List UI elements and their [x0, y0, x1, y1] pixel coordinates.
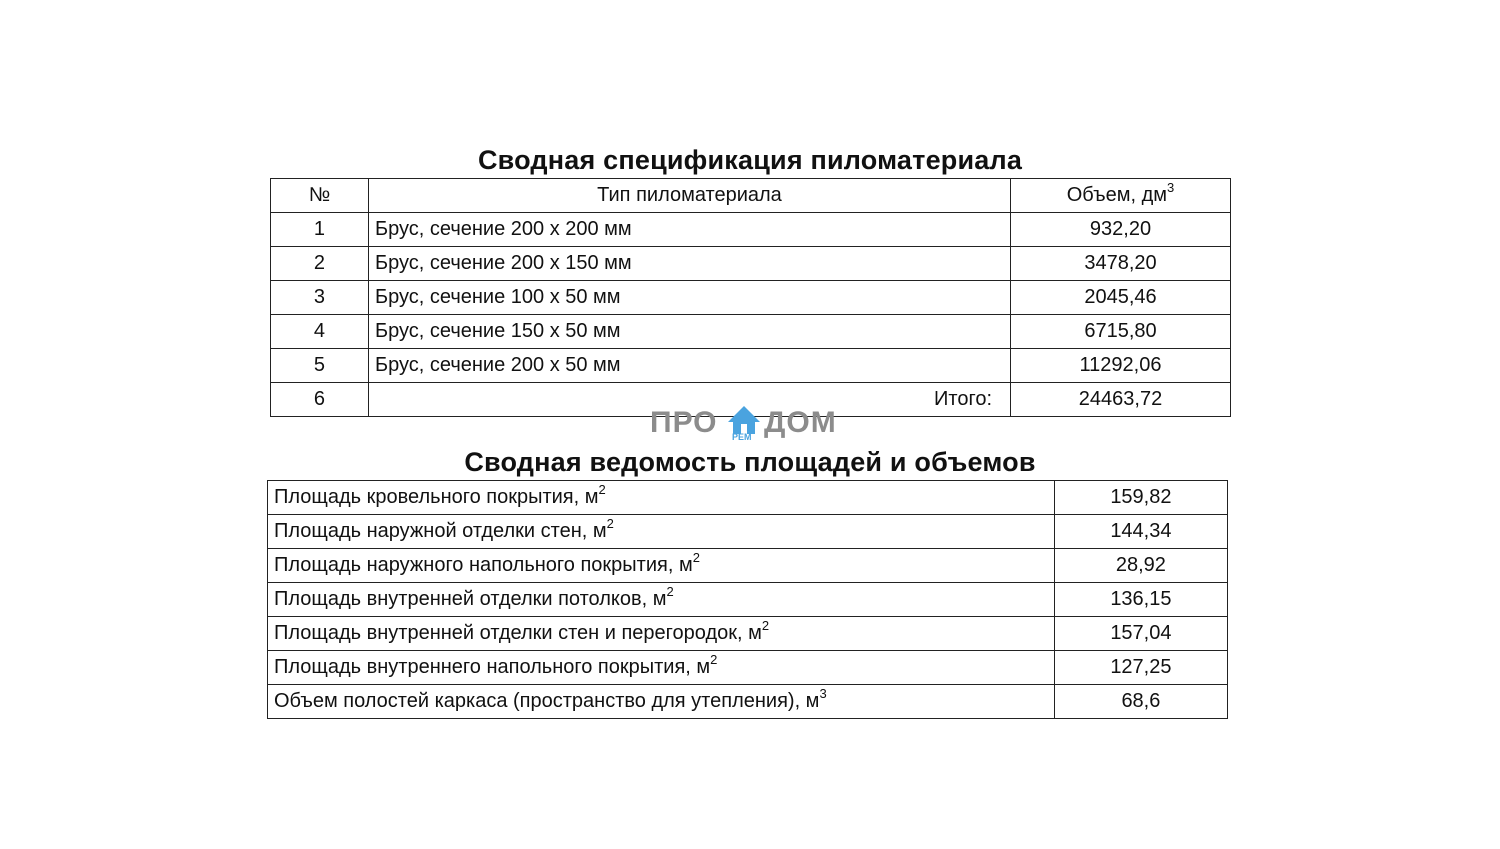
lumber-spec-table [270, 178, 1231, 417]
row-num: 3 [271, 281, 369, 315]
table-row [268, 583, 1228, 617]
table-row [271, 247, 1231, 281]
row-value: 68,6 [1054, 685, 1227, 719]
table-row [268, 685, 1228, 719]
row-label: Площадь кровельного покрытия, $м^2$ [268, 481, 1055, 515]
total-num: 6 [271, 383, 369, 417]
row-volume: 932,20 [1011, 213, 1231, 247]
header-volume: Объем, $дм^3$ [1011, 179, 1231, 213]
row-type: Брус, сечение 200 х 150 мм [368, 247, 1010, 281]
table-row [271, 281, 1231, 315]
row-label: Объем полостей каркаса (пространство для утепления), $м^3$ [268, 685, 1055, 719]
row-value: 127,25 [1054, 651, 1227, 685]
row-label: Площадь внутреннего напольного покрытия, $м^2$ [268, 651, 1055, 685]
row-volume: 3478,20 [1011, 247, 1231, 281]
row-volume: 2045,46 [1011, 281, 1231, 315]
table-row [268, 617, 1228, 651]
table-row [268, 515, 1228, 549]
watermark-logo [650, 404, 850, 444]
row-volume: 11292,06 [1011, 349, 1231, 383]
total-label: Итого: [368, 383, 1010, 417]
table-row [271, 349, 1231, 383]
areas-title: Сводная ведомость площадей и объемов [464, 447, 1036, 477]
table-row [268, 481, 1228, 515]
row-label: Площадь внутренней отделки стен и перегородок, $м^2$ [268, 617, 1055, 651]
row-num: 5 [271, 349, 369, 383]
row-type: Брус, сечение 200 х 200 мм [368, 213, 1010, 247]
row-volume: 6715,80 [1011, 315, 1231, 349]
row-value: 159,82 [1054, 481, 1227, 515]
table-row [271, 315, 1231, 349]
table-header-row [271, 179, 1231, 213]
table-row [268, 651, 1228, 685]
areas-volumes-table [267, 480, 1228, 719]
row-type: Брус, сечение 150 х 50 мм [368, 315, 1010, 349]
spec-title: Сводная спецификация пиломатериала [477, 145, 1023, 175]
watermark-small-text: РЕМ [732, 432, 752, 442]
row-type: Брус, сечение 100 х 50 мм [368, 281, 1010, 315]
total-volume: 24463,72 [1011, 383, 1231, 417]
row-type: Брус, сечение 200 х 50 мм [368, 349, 1010, 383]
row-value: 28,92 [1054, 549, 1227, 583]
row-label: Площадь внутренней отделки потолков, $м^2$ [268, 583, 1055, 617]
watermark-left-text: ПРО [650, 406, 718, 439]
watermark-right-text: ДОМ [764, 406, 837, 439]
row-num: 4 [271, 315, 369, 349]
row-num: 1 [271, 213, 369, 247]
row-value: 157,04 [1054, 617, 1227, 651]
row-label: Площадь наружного напольного покрытия, $м^2$ [268, 549, 1055, 583]
header-num: № [271, 179, 369, 213]
row-value: 136,15 [1054, 583, 1227, 617]
table-row [271, 213, 1231, 247]
row-value: 144,34 [1054, 515, 1227, 549]
row-num: 2 [271, 247, 369, 281]
header-type: Тип пиломатериала [368, 179, 1010, 213]
row-label: Площадь наружной отделки стен, $м^2$ [268, 515, 1055, 549]
table-row [268, 549, 1228, 583]
